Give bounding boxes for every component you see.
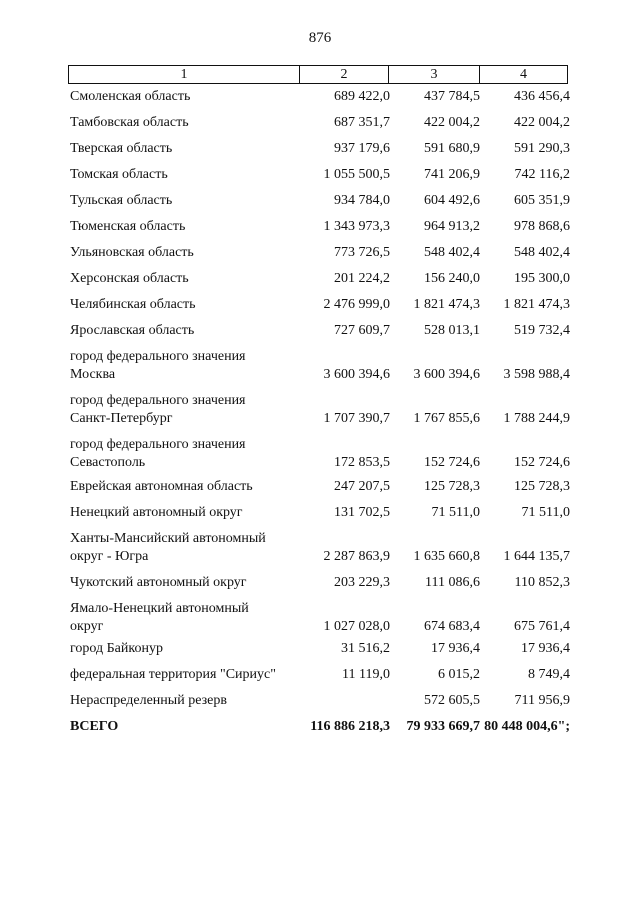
region-name-line: Севастополь <box>70 455 146 470</box>
value-col-3: 152 724,6 <box>424 455 480 470</box>
value-col-4: 548 402,4 <box>514 245 570 260</box>
region-name-line: Томская область <box>70 167 168 182</box>
region-name <box>70 166 310 184</box>
region-name-line: Чукотский автономный округ <box>70 575 247 590</box>
value-col-3: 674 683,4 <box>424 619 480 634</box>
value-col-3: 422 004,2 <box>424 115 480 130</box>
region-name-line: округ - Югра <box>70 549 149 564</box>
value-col-4: 675 761,4 <box>514 619 570 634</box>
value-col-2: 2 476 999,0 <box>323 297 390 312</box>
value-col-4: 711 956,9 <box>514 693 570 708</box>
region-name-line: Смоленская область <box>70 89 191 104</box>
value-col-2: 1 055 500,5 <box>323 167 390 182</box>
region-name-line: Москва <box>70 367 116 382</box>
region-name <box>70 692 310 710</box>
region-name-line: Тверская область <box>70 141 173 156</box>
value-col-4: 1 821 474,3 <box>503 297 570 312</box>
value-col-3: 1 635 660,8 <box>413 549 480 564</box>
region-name-line: город Байконур <box>70 641 163 656</box>
value-col-4: 519 732,4 <box>514 323 570 338</box>
region-name-line: Тульская область <box>70 193 173 208</box>
value-col-3: 604 492,6 <box>424 193 480 208</box>
value-col-3: 548 402,4 <box>424 245 480 260</box>
region-name <box>70 574 310 592</box>
region-name <box>70 530 310 566</box>
value-col-4: 8 749,4 <box>528 667 570 682</box>
value-col-3: 17 936,4 <box>431 641 480 656</box>
value-col-3: 591 680,9 <box>424 141 480 156</box>
region-name-line: город федерального значения <box>70 349 246 364</box>
region-name <box>70 436 310 472</box>
table-header <box>68 65 568 84</box>
value-col-4: 605 351,9 <box>514 193 570 208</box>
region-name-line: Нераспределенный резерв <box>70 693 227 708</box>
value-col-3: 528 013,1 <box>424 323 480 338</box>
page-number: 876 <box>308 30 332 46</box>
region-name-line: Тамбовская область <box>70 115 189 130</box>
value-col-4: 195 300,0 <box>514 271 570 286</box>
value-col-4: 436 456,4 <box>514 89 570 104</box>
header-col-3: 3 <box>430 67 438 82</box>
value-col-4: 3 598 988,4 <box>503 367 570 382</box>
region-name-line: федеральная территория "Сириус" <box>70 667 276 682</box>
value-col-2: 934 784,0 <box>334 193 390 208</box>
value-col-4: 422 004,2 <box>514 115 570 130</box>
value-col-2: 31 516,2 <box>341 641 390 656</box>
value-col-3: 79 933 669,7 <box>406 719 480 734</box>
value-col-2: 247 207,5 <box>334 479 390 494</box>
value-col-2: 11 119,0 <box>342 667 390 682</box>
region-name <box>70 192 310 210</box>
region-name <box>70 296 310 314</box>
value-col-4: 152 724,6 <box>514 455 570 470</box>
region-name-line: город федерального значения <box>70 437 246 452</box>
value-col-4: 978 868,6 <box>514 219 570 234</box>
value-col-4: 17 936,4 <box>521 641 570 656</box>
value-col-2: 687 351,7 <box>334 115 390 130</box>
value-col-2: 3 600 394,6 <box>323 367 390 382</box>
region-name-line: Еврейская автономная область <box>70 479 253 494</box>
region-name-line: Челябинская область <box>70 297 196 312</box>
value-col-2: 201 224,2 <box>334 271 390 286</box>
region-name <box>70 640 310 658</box>
value-col-2: 1 707 390,7 <box>323 411 390 426</box>
region-name <box>70 140 310 158</box>
region-name <box>70 718 310 736</box>
value-col-4: 80 448 004,6"; <box>484 719 570 734</box>
region-name-line: Ханты-Мансийский автономный <box>70 531 266 546</box>
region-name <box>70 88 310 106</box>
region-name <box>70 322 310 340</box>
value-col-3: 6 015,2 <box>438 667 480 682</box>
value-col-2: 2 287 863,9 <box>323 549 390 564</box>
value-col-3: 156 240,0 <box>424 271 480 286</box>
value-col-4: 110 852,3 <box>514 575 570 590</box>
value-col-3: 111 086,6 <box>425 575 480 590</box>
value-col-3: 964 913,2 <box>424 219 480 234</box>
region-name-line: Ненецкий автономный округ <box>70 505 243 520</box>
region-name-line: Санкт-Петербург <box>70 411 173 426</box>
header-col-4: 4 <box>520 67 527 82</box>
region-name <box>70 114 310 132</box>
value-col-2: 1 027 028,0 <box>323 619 390 634</box>
value-col-3: 1 821 474,3 <box>413 297 480 312</box>
value-col-4: 1 644 135,7 <box>503 549 570 564</box>
region-name-line: Ярославская область <box>70 323 195 338</box>
region-name-line: город федерального значения <box>70 393 246 408</box>
region-name <box>70 348 310 384</box>
region-name <box>70 270 310 288</box>
region-name <box>70 244 310 262</box>
region-name-line: Херсонская область <box>70 271 189 286</box>
region-name-line: округ <box>70 619 104 634</box>
value-col-3: 741 206,9 <box>424 167 480 182</box>
region-name-line: Ульяновская область <box>70 245 194 260</box>
value-col-4: 125 728,3 <box>514 479 570 494</box>
region-name <box>70 504 310 522</box>
value-col-2: 131 702,5 <box>334 505 390 520</box>
region-name-line: Тюменская область <box>70 219 186 234</box>
region-name <box>70 666 310 684</box>
value-col-2: 937 179,6 <box>334 141 390 156</box>
header-col-1: 1 <box>180 67 188 82</box>
region-name <box>70 478 310 496</box>
value-col-3: 71 511,0 <box>431 505 480 520</box>
value-col-2: 116 886 218,3 <box>310 719 390 734</box>
value-col-3: 1 767 855,6 <box>413 411 480 426</box>
value-col-4: 591 290,3 <box>514 141 570 156</box>
region-name <box>70 218 310 236</box>
region-name <box>70 600 310 636</box>
region-name-line: Ямало-Ненецкий автономный <box>70 601 249 616</box>
value-col-3: 572 605,5 <box>424 693 480 708</box>
value-col-2: 727 609,7 <box>334 323 390 338</box>
value-col-3: 3 600 394,6 <box>413 367 480 382</box>
value-col-4: 71 511,0 <box>521 505 570 520</box>
value-col-4: 1 788 244,9 <box>503 411 570 426</box>
value-col-2: 689 422,0 <box>334 89 390 104</box>
value-col-2: 203 229,3 <box>334 575 390 590</box>
value-col-3: 437 784,5 <box>424 89 480 104</box>
value-col-3: 125 728,3 <box>424 479 480 494</box>
region-name <box>70 392 310 428</box>
header-col-2: 2 <box>340 67 348 82</box>
value-col-2: 1 343 973,3 <box>323 219 390 234</box>
value-col-2: 773 726,5 <box>334 245 390 260</box>
region-name-line: ВСЕГО <box>70 719 119 734</box>
value-col-4: 742 116,2 <box>514 167 570 182</box>
value-col-2: 172 853,5 <box>334 455 390 470</box>
